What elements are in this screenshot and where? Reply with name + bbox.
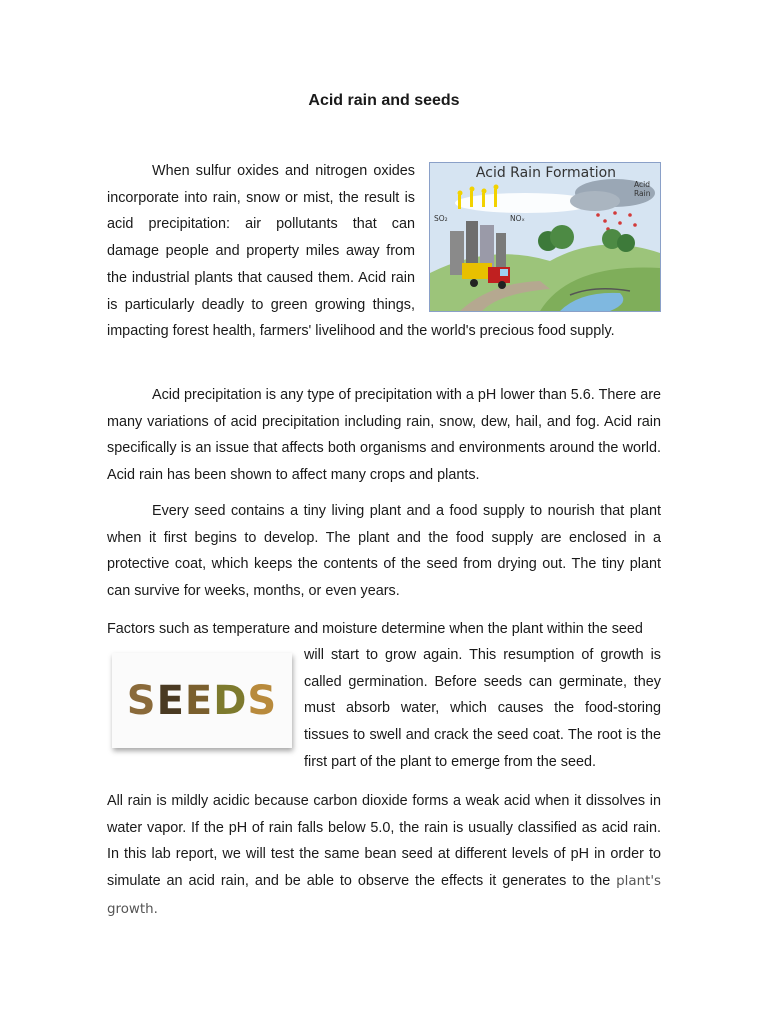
seeds-letter: S	[247, 677, 278, 724]
paragraph-4-rest: will start to grow again. This resumption of growth is called germination. Before seeds can germinate, they must absorb water, which causes the food-storing tissues to swell and crack the seed coat. The root is the first part of the plant to emerge from the seed.	[304, 647, 661, 770]
paragraph-1-container	[107, 158, 661, 345]
nox-label: NOₓ	[510, 214, 525, 223]
seeds-letter: D	[213, 677, 248, 724]
document-title: Acid rain and seeds	[308, 92, 460, 109]
seeds-letter: E	[156, 677, 185, 724]
paragraph-1: When sulfur oxides and nitrogen oxides incorporate into rain, snow or mist, the result is acid precipitation: air pollutants that can damage people and property miles away from the industrial plants that caused them. Acid rain is particularly deadly to green growing things, impacting forest health, farmers' livelihood and the world's precious food supply.	[107, 163, 615, 340]
seeds-image	[112, 653, 292, 748]
paragraph-5	[107, 788, 661, 924]
so2-label: SO₂	[434, 214, 448, 223]
rain-label: Rain	[634, 189, 651, 198]
paragraph-5-tail: plant's growth.	[107, 874, 661, 917]
paragraph-5-text: All rain is mildly acidic because carbon dioxide forms a weak acid when it dissolves in water vapor. If the pH of rain falls below 5.0, the rain is usually classified as acid rain. In this lab report, we will test the same bean seed at different levels of pH in order to simulate an acid rain, and be able to observe the effects it generates to the	[107, 793, 661, 890]
paragraph-3: Every seed contains a tiny living plant and a food supply to nourish that plant when it first begins to develop. The plant and the food supply are enclosed in a protective coat, which keeps the contents of the seed from drying out. The tiny plant can survive for weeks, months, or even years.	[107, 503, 661, 600]
seeds-letter: E	[184, 677, 214, 724]
acid-rain-illustration	[430, 163, 660, 311]
acid-rain-formation-figure	[429, 162, 661, 312]
seeds-letter: S	[126, 677, 157, 724]
acid-label: Acid	[634, 180, 650, 189]
seeds-word	[126, 677, 278, 724]
acid-rain-figure-title: Acid Rain Formation	[475, 165, 617, 181]
paragraph-4-first-line: Factors such as temperature and moisture determine when the plant within the seed	[107, 621, 643, 637]
paragraph-2: Acid precipitation is any type of precipitation with a pH lower than 5.6. There are many variations of acid precipitation including rain, snow, dew, hail, and fog. Acid rain specifically is an issue that affects both organisms and environments around the world. Acid rain has been shown to affect many crops and plants.	[107, 387, 661, 484]
